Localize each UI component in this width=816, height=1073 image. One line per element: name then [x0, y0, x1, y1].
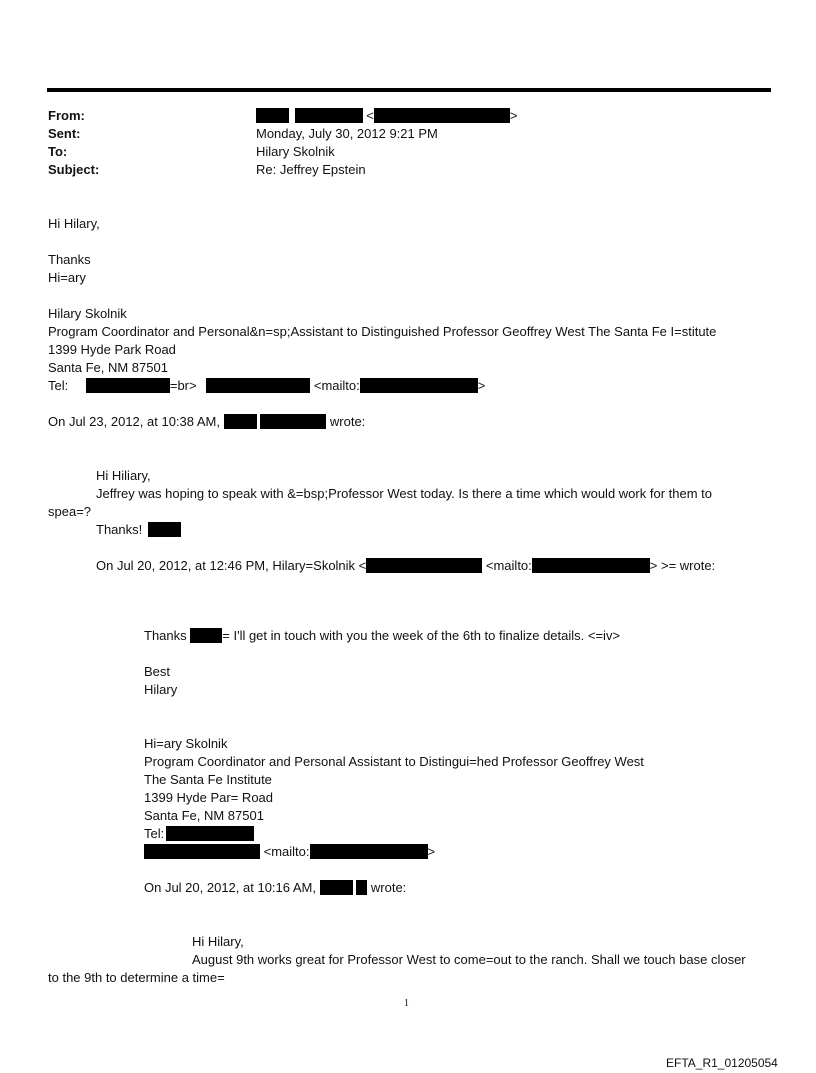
from-gt: >	[509, 108, 518, 123]
quote2-signature-name: Hi=ary Skolnik	[144, 736, 228, 751]
quote2-mail-line	[144, 844, 435, 860]
quote3-greeting: Hi Hilary,	[192, 934, 244, 949]
header-rule	[47, 88, 771, 92]
from-value	[256, 108, 517, 124]
greeting: Hi Hilary,	[48, 216, 100, 231]
quote2-name: Hilary	[144, 682, 178, 697]
quote2-signature-address-2: Santa Fe, NM 87501	[144, 808, 264, 823]
thanks-line: Thanks	[48, 252, 91, 267]
redaction-block	[320, 880, 353, 895]
redaction-block	[86, 378, 170, 393]
quote2-mailto: <mailto:	[263, 844, 310, 859]
sent-label: Sent:	[48, 126, 81, 141]
quote-header-1	[48, 414, 365, 430]
signature-address-1: 1399 Hyde Park Road	[48, 342, 176, 357]
quote2-tel-label: Tel:	[144, 826, 165, 841]
quote2-signature-address-1: 1399 Hyde Par= Road	[144, 790, 274, 805]
subject-value: Re: Jeffrey Epstein	[256, 162, 366, 177]
redaction-block	[190, 628, 222, 643]
redaction-block	[206, 378, 310, 393]
quote1-thanks	[96, 522, 181, 538]
quote-header-2	[96, 558, 715, 574]
signature-name: Hilary Skolnik	[48, 306, 127, 321]
quote-header-3-wrote: wrote:	[370, 880, 407, 895]
redaction-block	[356, 880, 367, 895]
redaction-block	[360, 378, 478, 393]
subject-label: Subject:	[48, 162, 100, 177]
redaction-block	[148, 522, 181, 537]
quote-header-1-on: On Jul 23, 2012, at 10:38 AM,	[48, 414, 221, 429]
quote-header-2-mailto: <mailto:	[485, 558, 532, 573]
redaction-block	[224, 414, 257, 429]
redaction-block	[144, 844, 260, 859]
redaction-block	[310, 844, 428, 859]
from-label: From:	[48, 108, 85, 123]
quote3-line-2: to the 9th to determine a time=	[48, 970, 225, 985]
sent-value: Monday, July 30, 2012 9:21 PM	[256, 126, 438, 141]
quote1-line-1: Jeffrey was hoping to speak with &=bsp;Professor West today. Is there a time which would work for them to	[96, 486, 712, 501]
signoff-line: Hi=ary	[48, 270, 86, 285]
page-number: 1	[404, 998, 409, 1009]
quote2-signature-org: The Santa Fe Institute	[144, 772, 272, 787]
quote-header-2-suffix: > >= wrote:	[649, 558, 716, 573]
quote2-best: Best	[144, 664, 171, 679]
quote-header-3-prefix: On Jul 20, 2012, at 10:16 AM,	[144, 880, 317, 895]
quote-header-1-wrote: wrote:	[329, 414, 366, 429]
from-lt: <	[366, 108, 374, 123]
redaction-block	[532, 558, 650, 573]
signature-title: Program Coordinator and Personal&n=sp;Assistant to Distinguished Professor Geoffrey West The Santa Fe I=stitute	[48, 324, 717, 339]
quote2-thanks	[144, 628, 620, 644]
to-label: To:	[48, 144, 68, 159]
to-value: Hilary Skolnik	[256, 144, 335, 159]
quote3-line-1: August 9th works great for Professor West to come=out to the ranch. Shall we touch base closer	[192, 952, 746, 967]
signature-address-2: Santa Fe, NM 87501	[48, 360, 168, 375]
quote1-thanks-text: Thanks!	[96, 522, 143, 537]
redaction-block	[256, 108, 289, 123]
signature-tel	[48, 378, 485, 394]
quote1-greeting: Hi Hiliary,	[96, 468, 151, 483]
redaction-block	[260, 414, 326, 429]
tel-br: =br>	[169, 378, 197, 393]
redaction-block	[166, 826, 254, 841]
tel-mailto: <mailto:	[313, 378, 360, 393]
redaction-block	[374, 108, 510, 123]
quote2-signature-title: Program Coordinator and Personal Assistant to Distingui=hed Professor Geoffrey West	[144, 754, 644, 769]
quote-header-2-prefix: On Jul 20, 2012, at 12:46 PM, Hilary=Skolnik <	[96, 558, 367, 573]
tel-gt: >	[477, 378, 486, 393]
quote2-thanks-rest: = I'll get in touch with you the week of the 6th to finalize details. <=iv>	[222, 628, 621, 643]
redaction-block	[366, 558, 482, 573]
quote2-signature-tel	[144, 826, 254, 842]
document-id: EFTA_R1_01205054	[666, 1056, 778, 1070]
quote2-gt: >	[427, 844, 436, 859]
quote1-line-2: spea=?	[48, 504, 92, 519]
quote2-thanks-text: Thanks	[144, 628, 187, 643]
quote-header-3	[144, 880, 406, 896]
tel-label: Tel:	[48, 378, 69, 393]
redaction-block	[295, 108, 363, 123]
